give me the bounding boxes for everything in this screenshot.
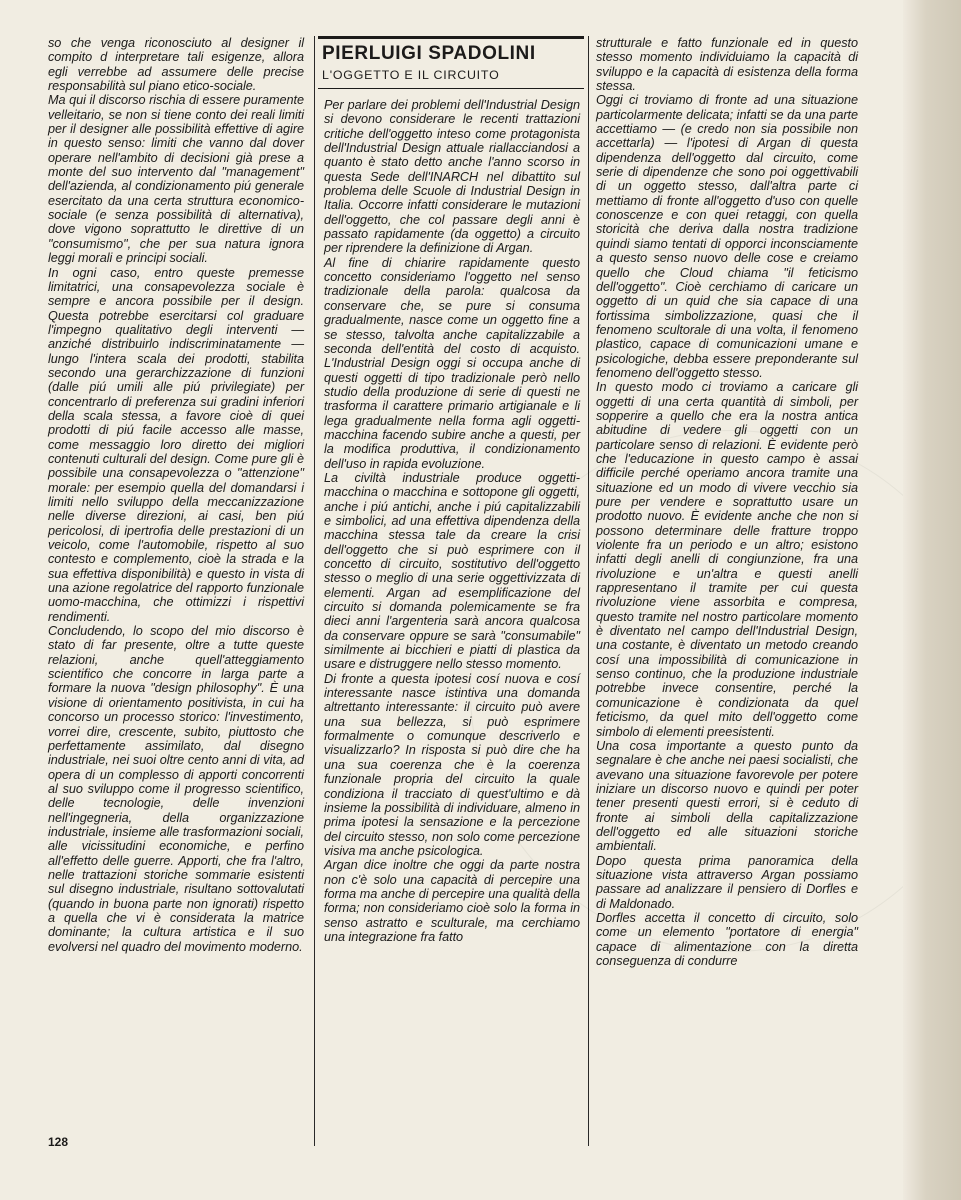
- column-divider: [314, 36, 315, 1146]
- header-rule: [318, 88, 584, 89]
- paragraph: Una cosa importante a questo punto da segnalare è che anche nei paesi socialisti, che avevano una situazione favorevole per potere iniziare un discorso nuovo e quindi per poter tener presenti questi errori, si è ceduto di fronte ai simboli della capitalizzazione dell'oggetto ed alle situazioni storiche ambientali.: [596, 738, 858, 854]
- paragraph: Argan dice inoltre che oggi da parte nostra non c'è solo una capacità di percepire una forma ma anche di percepire una qualità della forma; non consideriamo cioè solo la forma in senso astratto e sculturale, ma cerchiamo una integrazione fra fatto: [324, 858, 580, 944]
- text-column-right: [596, 36, 858, 968]
- article-author: PIERLUIGI SPADOLINI: [318, 36, 584, 65]
- column-divider: [588, 36, 589, 1146]
- paragraph: Al fine di chiarire rapidamente questo concetto consideriamo l'oggetto nel senso tradizionale della parola: qualcosa da conservare che, se pure si consuma gradualmente, nasce come un oggetto fine a se stesso, talvolta anche capitalizzabile a seconda dell'entità del costo di acquisto. L'Industrial Design oggi si occupa anche di questi oggetti di tipo tradizionale però nello studio della produzione di serie di questi ne trasforma il carattere primario artigianale e li lega gradualmente nella forma agli oggetti-macchina facendo subire anche a questi, per la modifica produttiva, il condizionamento dell'uso in rapida evoluzione.: [324, 255, 580, 471]
- paragraph: Dorfles accetta il concetto di circuito, solo come un elemento "portatore di energia" capace di alimentazione con la diretta conseguenza di condurre: [596, 910, 858, 968]
- article-subtitle: L'OGGETTO E IL CIRCUITO: [322, 68, 500, 82]
- paragraph: Oggi ci troviamo di fronte ad una situazione particolarmente delicata; infatti se da una parte accettiamo — (e credo non sia possibile non accettarla) — l'ipotesi di Argan di questa dipendenza dell'oggetto dal circuito, come serie di dipendenze che sono poi oggettivabili di un oggetto stesso, dall'altra parte ci mettiamo di fronte all'oggetto d'uso con quelle conoscenze e con quei retaggi, con quella storicità che deriva dalla nostra tradizione quindi siamo tentati di opporci inconsciamente a questo senso nuovo delle cose e creiamo quello che Cloud chiama "il feticismo dell'oggetto". Cioè cerchiamo di caricare un oggetto di un quid che sia capace di una fortissima simbolizzazione, quasi che il fenomeno scultorale di una volta, il fenomeno plastico, capace di comunicazioni umane e psicologiche, debba essere preponderante sul fenomeno dell'oggetto stesso.: [596, 93, 858, 380]
- page-edge-shadow: [903, 0, 961, 1200]
- paragraph: La civiltà industriale produce oggetti-macchina o macchina e sottopone gli oggetti, anche i piú antichi, anche i piú capitalizzabili e simbolici, ad una effettiva dipendenza della macchina stessa tale da creare la crisi dell'oggetto che si può esprimere con il concetto di circuito, sostitutivo dell'oggetto stesso o meglio di una serie oggettivizzata di elementi. Argan ad esemplificazione del circuito si domanda polemicamente se fra dieci anni l'argenteria sarà ancora qualcosa da conservare oppure se sarà "consumabile" similmente ai bicchieri e piatti di plastica da usare e distruggere nello stesso momento.: [324, 470, 580, 672]
- paragraph: In ogni caso, entro queste premesse limitatrici, una consapevolezza sociale è sempre e ancora possibile per il design. Questa potrebbe esercitarsi col graduare l'impegno qualitativo degli interventi — anziché distribuirlo indiscriminatamente — lungo l'intera scala dei prodotti, stabilita secondo una gerarchizzazione di funzioni (dalle piú umili alle piú privilegiate) per concentrarlo di preferenza sui gradini inferiori della scala stessa, a favore cioè di quei prodotti di piú facile accesso alle masse, come messaggio loro diretto dei migliori contenuti culturali del design. Come pure gli è possibile una consapevolezza o "attenzione" morale: per esempio quella del domandarsi i limiti nello sviluppo della meccanizzazione nelle diverse direzioni, ai casi, ben piú pericolosi, di ipertrofia delle prestazioni di un veicolo, come l'automobile, rispetto al suo contesto e complemento, cioè la strada e la sua effettiva disponibilità) e questo in vista di una azione regolatrice del rapporto funzionale uomo-macchina, che ottimizzi i rispettivi rendimenti.: [48, 265, 304, 624]
- paragraph: Di fronte a questa ipotesi cosí nuova e cosí interessante nasce istintiva una domanda altrettanto interessante: il circuito può avere una sua bellezza, si può esprimere formalmente o comunque descriverlo e visualizzarlo? In risposta si può dire che ha una sua coerenza che è la coerenza funzionale propria del circuito la quale condiziona il tracciato di quest'ultimo e dà insieme la possibilità di individuare, almeno in prima ipotesi la sensazione e la percezione del circuito stesso, non solo come percezione visiva ma anche psicologica.: [324, 671, 580, 858]
- paragraph: Per parlare dei problemi dell'Industrial Design si devono considerare le recenti trattazioni critiche dell'oggetto inteso come protagonista dell'Industrial Design attuale riallacciandosi a quanto è stato detto anche l'anno scorso in questa Sede dell'INARCH nel dibattito sul problema delle Scuole di Industrial Design in Italia. Occorre infatti considerare le mutazioni dell'oggetto, che col passare degli anni è passato rapidamente (da oggetto) a circuito per riprendere la definizione di Argan.: [324, 98, 580, 256]
- paragraph: strutturale e fatto funzionale ed in questo stesso momento individuiamo la capacità di sviluppo e la capacità di esistenza della forma stessa.: [596, 36, 858, 94]
- paragraph: so che venga riconosciuto al designer il compito d interpretare tali esigenze, allora egli verrebbe ad assumere delle precise responsabilità sul piano etico-sociale.: [48, 36, 304, 94]
- text-column-left: [48, 36, 304, 954]
- paragraph: Concludendo, lo scopo del mio discorso è stato di far presente, oltre a tutte queste relazioni, anche quell'atteggiamento scientifico che concorre in larga parte a formare la nuova "design philosophy". È una visione di orientamento positivista, in cui ha concorso un processo storico: l'investimento, vorrei dire, crescente, subito, piuttosto che perfettamente assimilato, dal disegno industriale, nei suoi oltre cento anni di vita, ad opera di un complesso di apporti concorrenti al suo sviluppo come il progresso scientifico, delle tecnologie, delle invenzioni nell'ingegneria, della organizzazione industriale, insieme alle trasformazioni sociali, alle vicissitudini economiche, e perfino all'effetto delle guerre. Apporti, che fra l'altro, nelle trattazioni storiche sommarie esistenti sul disegno industriale, risultano sottovalutati (quando in buona parte non ignorati) rispetto a quella che vi è considerata la matrice dominante; la cultura artistica e il suo evolversi nel quadro del movimento moderno.: [48, 624, 304, 954]
- text-column-middle: [324, 98, 580, 944]
- article-header: [318, 36, 584, 88]
- paragraph: In questo modo ci troviamo a caricare gli oggetti di una certa quantità di simboli, per sopperire a quello che era la nostra antica abitudine di vedere gli oggetti con un particolare senso di relazioni. È evidente però che l'educazione in questo campo è assai difficile perché operiamo ancora tramite una situazione ed un modo di vivere vecchio sia pure per vendere e soprattutto usare un prodotto nuovo. È evidente anche che non si possono determinare delle fratture troppo violente fra un periodo e un altro; esistono infatti degli anelli di congiunzione, fra una rivoluzione e un'altra e questi anelli rappresentano il tramite per cui questa rivoluzione viene assorbita e compresa, questo tramite nel nostro particolare momento è diventato nel campo dell'Industrial Design, una costante, è diventato un metodo creando cosí una impossibilità di comunicazione in senso continuo, che la produzione industriale potrebbe invece consentire, perché la comunicazione è condizionata da quel feticismo, da quel mito dell'oggetto come simbolo di elementi preesistenti.: [596, 380, 858, 739]
- paragraph: Dopo questa prima panoramica della situazione vista attraverso Argan possiamo passare ad analizzare il pensiero di Dorfles e di Maldonado.: [596, 853, 858, 911]
- page-number: 128: [48, 1135, 69, 1149]
- paragraph: Ma qui il discorso rischia di essere puramente velleitario, se non si tiene conto dei reali limiti per il designer alle possibilità effettive di agire in questo senso: limiti che vanno dal dover operare nell'ambito di decisioni già prese a monte del suo intervento dal "management" dell'azienda, al condizionamento piú generale esercitato da una certa struttura economico-sociale (e senza possibilità di alternativa), dove vigono soprattutto le direttive di un "consumismo", che per sua natura ignora leggi morali e principi sociali.: [48, 93, 304, 266]
